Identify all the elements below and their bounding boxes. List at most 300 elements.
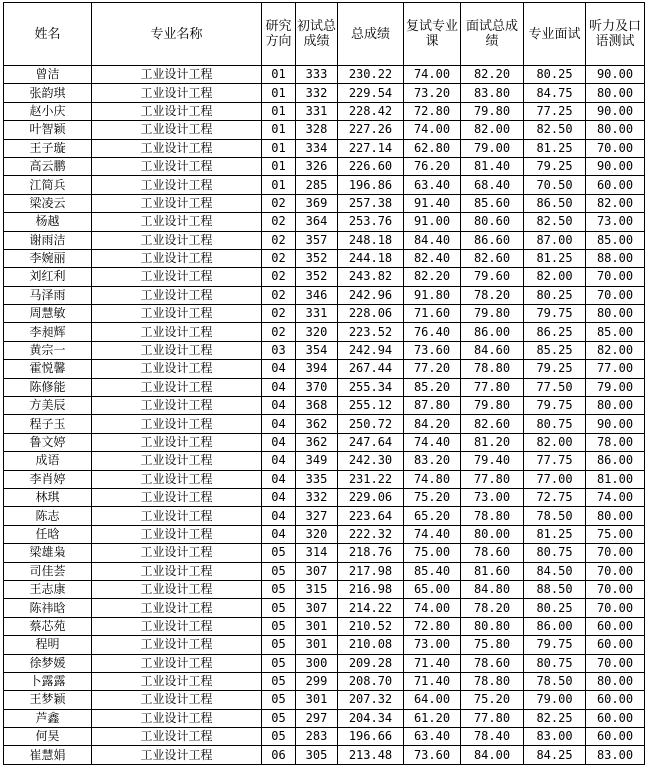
cell-overall-total: 218.76 xyxy=(338,544,404,562)
cell-prelim-total: 285 xyxy=(296,176,338,194)
cell-listening-oral: 80.00 xyxy=(586,397,645,415)
cell-retest-major-course: 77.20 xyxy=(404,360,461,378)
cell-retest-major-course: 74.00 xyxy=(404,599,461,617)
cell-listening-oral: 75.00 xyxy=(586,525,645,543)
cell-listening-oral: 74.00 xyxy=(586,488,645,506)
cell-interview-total: 73.00 xyxy=(461,488,524,506)
cell-major-interview: 70.50 xyxy=(524,176,586,194)
cell-retest-major-course: 71.60 xyxy=(404,305,461,323)
cell-major-interview: 77.25 xyxy=(524,102,586,120)
cell-overall-total: 253.76 xyxy=(338,213,404,231)
cell-major: 工业设计工程 xyxy=(92,213,262,231)
score-table xyxy=(3,2,645,765)
cell-prelim-total: 352 xyxy=(296,268,338,286)
table-row xyxy=(4,157,645,175)
cell-major: 工业设计工程 xyxy=(92,231,262,249)
header-major-interview: 专业面试 xyxy=(524,3,586,66)
cell-retest-major-course: 73.20 xyxy=(404,84,461,102)
cell-prelim-total: 335 xyxy=(296,470,338,488)
cell-overall-total: 226.60 xyxy=(338,157,404,175)
header-row xyxy=(4,3,645,66)
cell-retest-major-course: 65.00 xyxy=(404,580,461,598)
cell-prelim-total: 334 xyxy=(296,139,338,157)
cell-direction: 04 xyxy=(262,525,296,543)
cell-major: 工业设计工程 xyxy=(92,470,262,488)
cell-interview-total: 75.80 xyxy=(461,636,524,654)
cell-interview-total: 80.60 xyxy=(461,213,524,231)
cell-listening-oral: 79.00 xyxy=(586,378,645,396)
cell-overall-total: 244.18 xyxy=(338,249,404,267)
table-row xyxy=(4,433,645,451)
cell-retest-major-course: 73.60 xyxy=(404,746,461,764)
cell-retest-major-course: 74.00 xyxy=(404,66,461,84)
cell-prelim-total: 301 xyxy=(296,691,338,709)
cell-listening-oral: 60.00 xyxy=(586,691,645,709)
cell-interview-total: 82.60 xyxy=(461,415,524,433)
cell-direction: 05 xyxy=(262,691,296,709)
cell-interview-total: 79.80 xyxy=(461,102,524,120)
cell-overall-total: 209.28 xyxy=(338,654,404,672)
table-row xyxy=(4,268,645,286)
cell-interview-total: 84.00 xyxy=(461,746,524,764)
cell-overall-total: 208.70 xyxy=(338,672,404,690)
cell-prelim-total: 297 xyxy=(296,709,338,727)
header-listening-oral: 听力及口语测试 xyxy=(586,3,645,66)
cell-overall-total: 210.52 xyxy=(338,617,404,635)
cell-overall-total: 213.48 xyxy=(338,746,404,764)
cell-overall-total: 196.86 xyxy=(338,176,404,194)
cell-retest-major-course: 72.80 xyxy=(404,617,461,635)
cell-name: 王志康 xyxy=(4,580,92,598)
cell-interview-total: 81.40 xyxy=(461,157,524,175)
cell-major: 工业设计工程 xyxy=(92,157,262,175)
cell-name: 司佳荟 xyxy=(4,562,92,580)
cell-listening-oral: 88.00 xyxy=(586,249,645,267)
cell-prelim-total: 299 xyxy=(296,672,338,690)
cell-overall-total: 207.32 xyxy=(338,691,404,709)
cell-retest-major-course: 73.60 xyxy=(404,341,461,359)
cell-major-interview: 82.00 xyxy=(524,433,586,451)
cell-major: 工业设计工程 xyxy=(92,525,262,543)
cell-direction: 02 xyxy=(262,268,296,286)
cell-overall-total: 214.22 xyxy=(338,599,404,617)
cell-major: 工业设计工程 xyxy=(92,709,262,727)
cell-retest-major-course: 84.20 xyxy=(404,415,461,433)
cell-major: 工业设计工程 xyxy=(92,323,262,341)
cell-retest-major-course: 73.00 xyxy=(404,636,461,654)
cell-major-interview: 78.50 xyxy=(524,507,586,525)
cell-overall-total: 227.26 xyxy=(338,121,404,139)
table-row xyxy=(4,672,645,690)
cell-prelim-total: 320 xyxy=(296,323,338,341)
cell-interview-total: 78.20 xyxy=(461,599,524,617)
cell-listening-oral: 73.00 xyxy=(586,213,645,231)
cell-name: 叶智颖 xyxy=(4,121,92,139)
cell-major-interview: 78.50 xyxy=(524,672,586,690)
cell-name: 黄宗一 xyxy=(4,341,92,359)
cell-major: 工业设计工程 xyxy=(92,415,262,433)
cell-prelim-total: 364 xyxy=(296,213,338,231)
cell-direction: 04 xyxy=(262,488,296,506)
cell-major-interview: 79.25 xyxy=(524,360,586,378)
cell-listening-oral: 80.00 xyxy=(586,672,645,690)
cell-listening-oral: 70.00 xyxy=(586,544,645,562)
table-row xyxy=(4,84,645,102)
table-row xyxy=(4,121,645,139)
cell-retest-major-course: 83.20 xyxy=(404,452,461,470)
cell-name: 谢雨洁 xyxy=(4,231,92,249)
table-row xyxy=(4,341,645,359)
cell-name: 刘红利 xyxy=(4,268,92,286)
cell-name: 蔡芯苑 xyxy=(4,617,92,635)
cell-prelim-total: 314 xyxy=(296,544,338,562)
cell-major-interview: 80.25 xyxy=(524,599,586,617)
cell-direction: 06 xyxy=(262,746,296,764)
cell-prelim-total: 362 xyxy=(296,433,338,451)
cell-overall-total: 267.44 xyxy=(338,360,404,378)
table-row xyxy=(4,176,645,194)
cell-direction: 05 xyxy=(262,672,296,690)
cell-listening-oral: 60.00 xyxy=(586,176,645,194)
cell-name: 李昶辉 xyxy=(4,323,92,341)
table-row xyxy=(4,194,645,212)
cell-overall-total: 229.54 xyxy=(338,84,404,102)
cell-major-interview: 88.50 xyxy=(524,580,586,598)
cell-overall-total: 248.18 xyxy=(338,231,404,249)
cell-prelim-total: 332 xyxy=(296,488,338,506)
table-row xyxy=(4,691,645,709)
cell-overall-total: 242.94 xyxy=(338,341,404,359)
cell-name: 陈志 xyxy=(4,507,92,525)
cell-overall-total: 210.08 xyxy=(338,636,404,654)
cell-major-interview: 81.25 xyxy=(524,139,586,157)
cell-major: 工业设计工程 xyxy=(92,433,262,451)
cell-major-interview: 79.25 xyxy=(524,157,586,175)
table-row xyxy=(4,709,645,727)
cell-name: 马泽雨 xyxy=(4,286,92,304)
cell-listening-oral: 70.00 xyxy=(586,268,645,286)
cell-name: 周慧敏 xyxy=(4,305,92,323)
cell-name: 徐梦媛 xyxy=(4,654,92,672)
cell-name: 芦鑫 xyxy=(4,709,92,727)
header-prelim-total: 初试总成绩 xyxy=(296,3,338,66)
cell-listening-oral: 86.00 xyxy=(586,452,645,470)
cell-major-interview: 87.00 xyxy=(524,231,586,249)
cell-retest-major-course: 85.20 xyxy=(404,378,461,396)
header-major: 专业名称 xyxy=(92,3,262,66)
table-row xyxy=(4,654,645,672)
cell-major-interview: 86.50 xyxy=(524,194,586,212)
cell-direction: 02 xyxy=(262,323,296,341)
cell-name: 鲁文婷 xyxy=(4,433,92,451)
cell-interview-total: 78.60 xyxy=(461,654,524,672)
cell-major: 工业设计工程 xyxy=(92,268,262,286)
table-row xyxy=(4,544,645,562)
cell-direction: 05 xyxy=(262,654,296,672)
table-row xyxy=(4,562,645,580)
header-overall-total: 总成绩 xyxy=(338,3,404,66)
cell-major: 工业设计工程 xyxy=(92,672,262,690)
cell-listening-oral: 70.00 xyxy=(586,580,645,598)
cell-prelim-total: 301 xyxy=(296,636,338,654)
cell-direction: 02 xyxy=(262,249,296,267)
cell-major: 工业设计工程 xyxy=(92,305,262,323)
table-row xyxy=(4,599,645,617)
cell-name: 林琪 xyxy=(4,488,92,506)
cell-prelim-total: 352 xyxy=(296,249,338,267)
cell-listening-oral: 60.00 xyxy=(586,636,645,654)
cell-direction: 04 xyxy=(262,415,296,433)
cell-direction: 01 xyxy=(262,102,296,120)
cell-listening-oral: 85.00 xyxy=(586,231,645,249)
cell-prelim-total: 354 xyxy=(296,341,338,359)
cell-major: 工业设计工程 xyxy=(92,139,262,157)
cell-retest-major-course: 61.20 xyxy=(404,709,461,727)
cell-major-interview: 82.00 xyxy=(524,268,586,286)
cell-retest-major-course: 85.40 xyxy=(404,562,461,580)
cell-overall-total: 255.12 xyxy=(338,397,404,415)
cell-direction: 05 xyxy=(262,544,296,562)
cell-major-interview: 86.25 xyxy=(524,323,586,341)
cell-prelim-total: 368 xyxy=(296,397,338,415)
cell-major: 工业设计工程 xyxy=(92,66,262,84)
cell-name: 程明 xyxy=(4,636,92,654)
cell-major: 工业设计工程 xyxy=(92,654,262,672)
cell-major-interview: 84.25 xyxy=(524,746,586,764)
cell-listening-oral: 70.00 xyxy=(586,139,645,157)
cell-major: 工业设计工程 xyxy=(92,176,262,194)
cell-interview-total: 84.80 xyxy=(461,580,524,598)
cell-retest-major-course: 62.80 xyxy=(404,139,461,157)
table-row xyxy=(4,728,645,746)
table-row xyxy=(4,286,645,304)
table-row xyxy=(4,636,645,654)
cell-major-interview: 79.00 xyxy=(524,691,586,709)
cell-prelim-total: 369 xyxy=(296,194,338,212)
cell-direction: 04 xyxy=(262,397,296,415)
cell-retest-major-course: 64.00 xyxy=(404,691,461,709)
cell-listening-oral: 82.00 xyxy=(586,341,645,359)
cell-major-interview: 85.25 xyxy=(524,341,586,359)
cell-retest-major-course: 82.40 xyxy=(404,249,461,267)
cell-listening-oral: 83.00 xyxy=(586,746,645,764)
cell-interview-total: 80.00 xyxy=(461,525,524,543)
cell-overall-total: 228.06 xyxy=(338,305,404,323)
cell-interview-total: 79.00 xyxy=(461,139,524,157)
cell-name: 何昊 xyxy=(4,728,92,746)
cell-name: 梁凌云 xyxy=(4,194,92,212)
cell-prelim-total: 331 xyxy=(296,305,338,323)
cell-prelim-total: 370 xyxy=(296,378,338,396)
cell-listening-oral: 90.00 xyxy=(586,66,645,84)
cell-direction: 04 xyxy=(262,452,296,470)
cell-major-interview: 82.50 xyxy=(524,121,586,139)
cell-major: 工业设计工程 xyxy=(92,341,262,359)
cell-major-interview: 80.25 xyxy=(524,66,586,84)
cell-overall-total: 243.82 xyxy=(338,268,404,286)
cell-name: 李婉丽 xyxy=(4,249,92,267)
table-row xyxy=(4,746,645,764)
cell-prelim-total: 301 xyxy=(296,617,338,635)
cell-retest-major-course: 65.20 xyxy=(404,507,461,525)
cell-interview-total: 77.80 xyxy=(461,709,524,727)
cell-major: 工业设计工程 xyxy=(92,286,262,304)
cell-listening-oral: 80.00 xyxy=(586,84,645,102)
table-row xyxy=(4,360,645,378)
cell-direction: 02 xyxy=(262,286,296,304)
cell-interview-total: 80.80 xyxy=(461,617,524,635)
cell-listening-oral: 80.00 xyxy=(586,121,645,139)
cell-retest-major-course: 76.40 xyxy=(404,323,461,341)
table-row xyxy=(4,507,645,525)
table-row xyxy=(4,580,645,598)
cell-major: 工业设计工程 xyxy=(92,617,262,635)
cell-prelim-total: 326 xyxy=(296,157,338,175)
cell-listening-oral: 60.00 xyxy=(586,617,645,635)
cell-major-interview: 80.25 xyxy=(524,286,586,304)
cell-major: 工业设计工程 xyxy=(92,599,262,617)
cell-direction: 01 xyxy=(262,84,296,102)
cell-major: 工业设计工程 xyxy=(92,691,262,709)
cell-direction: 05 xyxy=(262,580,296,598)
cell-listening-oral: 80.00 xyxy=(586,305,645,323)
cell-name: 李肖婷 xyxy=(4,470,92,488)
header-retest-major-course: 复试专业课 xyxy=(404,3,461,66)
cell-interview-total: 78.20 xyxy=(461,286,524,304)
table-row xyxy=(4,488,645,506)
cell-overall-total: 222.32 xyxy=(338,525,404,543)
cell-interview-total: 82.00 xyxy=(461,121,524,139)
cell-listening-oral: 90.00 xyxy=(586,157,645,175)
cell-overall-total: 229.06 xyxy=(338,488,404,506)
cell-overall-total: 250.72 xyxy=(338,415,404,433)
cell-prelim-total: 346 xyxy=(296,286,338,304)
cell-major: 工业设计工程 xyxy=(92,544,262,562)
cell-interview-total: 84.60 xyxy=(461,341,524,359)
cell-retest-major-course: 82.20 xyxy=(404,268,461,286)
cell-direction: 02 xyxy=(262,213,296,231)
cell-retest-major-course: 71.40 xyxy=(404,654,461,672)
cell-prelim-total: 328 xyxy=(296,121,338,139)
table-row xyxy=(4,305,645,323)
cell-major-interview: 80.75 xyxy=(524,654,586,672)
cell-interview-total: 78.80 xyxy=(461,507,524,525)
cell-retest-major-course: 76.20 xyxy=(404,157,461,175)
cell-prelim-total: 320 xyxy=(296,525,338,543)
cell-major-interview: 79.75 xyxy=(524,636,586,654)
cell-interview-total: 78.60 xyxy=(461,544,524,562)
cell-retest-major-course: 91.40 xyxy=(404,194,461,212)
cell-direction: 03 xyxy=(262,341,296,359)
cell-interview-total: 75.20 xyxy=(461,691,524,709)
cell-direction: 04 xyxy=(262,470,296,488)
cell-name: 赵小庆 xyxy=(4,102,92,120)
cell-overall-total: 216.98 xyxy=(338,580,404,598)
cell-direction: 05 xyxy=(262,562,296,580)
cell-listening-oral: 77.00 xyxy=(586,360,645,378)
cell-direction: 02 xyxy=(262,194,296,212)
cell-listening-oral: 70.00 xyxy=(586,286,645,304)
cell-major-interview: 79.75 xyxy=(524,397,586,415)
cell-interview-total: 81.60 xyxy=(461,562,524,580)
cell-overall-total: 242.30 xyxy=(338,452,404,470)
cell-major: 工业设计工程 xyxy=(92,102,262,120)
cell-retest-major-course: 74.40 xyxy=(404,525,461,543)
cell-interview-total: 79.60 xyxy=(461,268,524,286)
cell-direction: 01 xyxy=(262,157,296,175)
cell-overall-total: 247.64 xyxy=(338,433,404,451)
cell-direction: 02 xyxy=(262,231,296,249)
cell-major: 工业设计工程 xyxy=(92,360,262,378)
cell-interview-total: 68.40 xyxy=(461,176,524,194)
cell-name: 崔慧娟 xyxy=(4,746,92,764)
cell-overall-total: 242.96 xyxy=(338,286,404,304)
cell-prelim-total: 331 xyxy=(296,102,338,120)
cell-direction: 04 xyxy=(262,378,296,396)
cell-retest-major-course: 71.40 xyxy=(404,672,461,690)
cell-overall-total: 223.64 xyxy=(338,507,404,525)
cell-major-interview: 82.50 xyxy=(524,213,586,231)
cell-prelim-total: 300 xyxy=(296,654,338,672)
cell-direction: 04 xyxy=(262,507,296,525)
cell-major: 工业设计工程 xyxy=(92,452,262,470)
cell-major-interview: 77.00 xyxy=(524,470,586,488)
cell-major-interview: 86.00 xyxy=(524,617,586,635)
cell-prelim-total: 283 xyxy=(296,728,338,746)
cell-major: 工业设计工程 xyxy=(92,249,262,267)
cell-interview-total: 79.40 xyxy=(461,452,524,470)
table-row xyxy=(4,378,645,396)
cell-interview-total: 86.00 xyxy=(461,323,524,341)
cell-overall-total: 217.98 xyxy=(338,562,404,580)
cell-name: 梁雄枭 xyxy=(4,544,92,562)
cell-interview-total: 81.20 xyxy=(461,433,524,451)
cell-major: 工业设计工程 xyxy=(92,488,262,506)
table-row xyxy=(4,525,645,543)
cell-name: 张韵琪 xyxy=(4,84,92,102)
cell-name: 江简兵 xyxy=(4,176,92,194)
cell-prelim-total: 307 xyxy=(296,562,338,580)
table-row xyxy=(4,415,645,433)
cell-direction: 05 xyxy=(262,636,296,654)
cell-name: 杨越 xyxy=(4,213,92,231)
cell-listening-oral: 82.00 xyxy=(586,194,645,212)
cell-prelim-total: 315 xyxy=(296,580,338,598)
cell-retest-major-course: 84.40 xyxy=(404,231,461,249)
cell-major-interview: 84.50 xyxy=(524,562,586,580)
cell-overall-total: 196.66 xyxy=(338,728,404,746)
cell-listening-oral: 60.00 xyxy=(586,728,645,746)
cell-retest-major-course: 74.00 xyxy=(404,121,461,139)
cell-direction: 05 xyxy=(262,709,296,727)
header-direction: 研究方向 xyxy=(262,3,296,66)
cell-interview-total: 77.80 xyxy=(461,378,524,396)
table-row xyxy=(4,66,645,84)
cell-major: 工业设计工程 xyxy=(92,562,262,580)
cell-name: 曾洁 xyxy=(4,66,92,84)
table-row xyxy=(4,452,645,470)
cell-interview-total: 78.80 xyxy=(461,360,524,378)
cell-direction: 02 xyxy=(262,305,296,323)
cell-prelim-total: 349 xyxy=(296,452,338,470)
cell-retest-major-course: 75.00 xyxy=(404,544,461,562)
cell-name: 程子玉 xyxy=(4,415,92,433)
cell-interview-total: 79.80 xyxy=(461,305,524,323)
cell-major-interview: 79.75 xyxy=(524,305,586,323)
cell-name: 成语 xyxy=(4,452,92,470)
cell-major: 工业设计工程 xyxy=(92,728,262,746)
cell-prelim-total: 327 xyxy=(296,507,338,525)
